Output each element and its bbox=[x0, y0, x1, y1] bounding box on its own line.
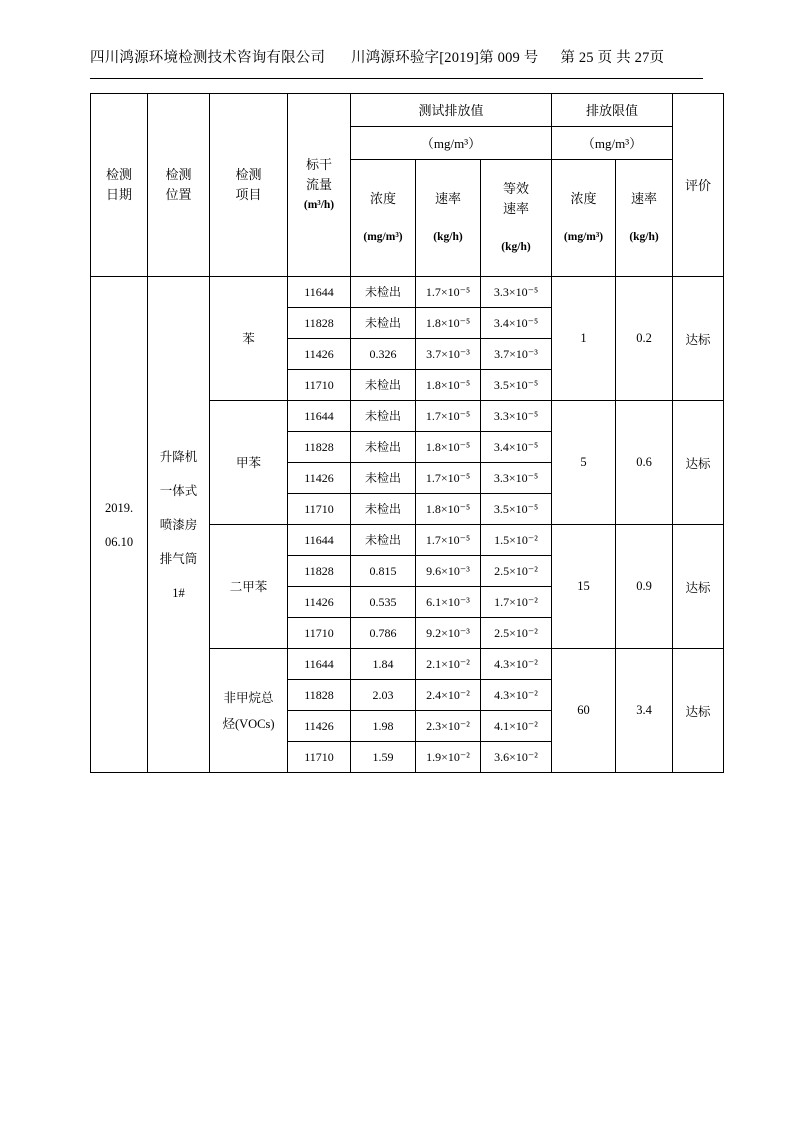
cell-concentration: 1.59 bbox=[351, 742, 416, 773]
cell-flow: 11644 bbox=[288, 649, 351, 680]
cell-concentration: 2.03 bbox=[351, 680, 416, 711]
cell-rate: 9.2×10⁻³ bbox=[416, 618, 481, 649]
header-report-number: 川鸿源环验字[2019]第 009 号 bbox=[351, 50, 539, 66]
cell-flow: 11828 bbox=[288, 556, 351, 587]
th-measured-group: 测试排放值 bbox=[351, 94, 552, 127]
cell-equivalent-rate: 4.3×10⁻² bbox=[481, 649, 552, 680]
cell-rate: 6.1×10⁻³ bbox=[416, 587, 481, 618]
cell-flow: 11710 bbox=[288, 370, 351, 401]
cell-flow: 11644 bbox=[288, 277, 351, 308]
cell-concentration: 1.84 bbox=[351, 649, 416, 680]
cell-rate: 2.1×10⁻² bbox=[416, 649, 481, 680]
th-flow: 标干 流量 (m³/h) bbox=[288, 94, 351, 277]
cell-flow: 11710 bbox=[288, 494, 351, 525]
cell-equivalent-rate: 3.3×10⁻⁵ bbox=[481, 463, 552, 494]
th-item: 检测 项目 bbox=[210, 94, 288, 277]
th-conc: 浓度 (mg/m³) bbox=[351, 160, 416, 277]
cell-concentration: 0.326 bbox=[351, 339, 416, 370]
cell-date: 2019. 06.10 bbox=[91, 277, 148, 773]
cell-concentration: 未检出 bbox=[351, 308, 416, 339]
header-page-info: 第 25 页 共 27页 bbox=[560, 50, 665, 66]
th-limit-rate: 速率 (kg/h) bbox=[616, 160, 673, 277]
th-position: 检测 位置 bbox=[148, 94, 210, 277]
cell-rate: 9.6×10⁻³ bbox=[416, 556, 481, 587]
cell-concentration: 0.815 bbox=[351, 556, 416, 587]
cell-flow: 11426 bbox=[288, 587, 351, 618]
cell-limit-rate: 0.9 bbox=[616, 525, 673, 649]
cell-rate: 1.8×10⁻⁵ bbox=[416, 308, 481, 339]
cell-concentration: 未检出 bbox=[351, 494, 416, 525]
table-row bbox=[91, 277, 724, 308]
cell-limit-concentration: 60 bbox=[552, 649, 616, 773]
cell-limit-concentration: 1 bbox=[552, 277, 616, 401]
cell-rate: 1.9×10⁻² bbox=[416, 742, 481, 773]
cell-equivalent-rate: 2.5×10⁻² bbox=[481, 618, 552, 649]
cell-equivalent-rate: 3.3×10⁻⁵ bbox=[481, 277, 552, 308]
cell-equivalent-rate: 3.4×10⁻⁵ bbox=[481, 432, 552, 463]
cell-limit-rate: 3.4 bbox=[616, 649, 673, 773]
cell-position: 升降机 一体式 喷漆房 排气筒 1# bbox=[148, 277, 210, 773]
cell-concentration: 未检出 bbox=[351, 432, 416, 463]
cell-equivalent-rate: 1.5×10⁻² bbox=[481, 525, 552, 556]
cell-flow: 11426 bbox=[288, 339, 351, 370]
cell-flow: 11828 bbox=[288, 308, 351, 339]
cell-rate: 1.7×10⁻⁵ bbox=[416, 463, 481, 494]
cell-item: 甲苯 bbox=[210, 401, 288, 525]
th-rate-unit: (kg/h) bbox=[433, 231, 463, 243]
cell-concentration: 未检出 bbox=[351, 463, 416, 494]
cell-evaluation: 达标 bbox=[673, 401, 724, 525]
th-evaluation: 评价 bbox=[673, 94, 724, 277]
cell-equivalent-rate: 3.7×10⁻³ bbox=[481, 339, 552, 370]
cell-limit-concentration: 15 bbox=[552, 525, 616, 649]
cell-item: 非甲烷总 烃(VOCs) bbox=[210, 649, 288, 773]
cell-concentration: 未检出 bbox=[351, 370, 416, 401]
cell-flow: 11828 bbox=[288, 432, 351, 463]
cell-equivalent-rate: 1.7×10⁻² bbox=[481, 587, 552, 618]
cell-rate: 1.7×10⁻⁵ bbox=[416, 277, 481, 308]
cell-concentration: 0.535 bbox=[351, 587, 416, 618]
cell-equivalent-rate: 3.6×10⁻² bbox=[481, 742, 552, 773]
cell-flow: 11828 bbox=[288, 680, 351, 711]
cell-evaluation: 达标 bbox=[673, 649, 724, 773]
cell-rate: 1.8×10⁻⁵ bbox=[416, 432, 481, 463]
cell-rate: 1.7×10⁻⁵ bbox=[416, 525, 481, 556]
cell-evaluation: 达标 bbox=[673, 525, 724, 649]
cell-equivalent-rate: 3.5×10⁻⁵ bbox=[481, 494, 552, 525]
th-date: 检测 日期 bbox=[91, 94, 148, 277]
th-flow-unit: (m³/h) bbox=[303, 199, 335, 211]
cell-rate: 2.3×10⁻² bbox=[416, 711, 481, 742]
page-header bbox=[90, 48, 703, 68]
cell-flow: 11644 bbox=[288, 525, 351, 556]
th-conc-unit: (mg/m³) bbox=[363, 231, 403, 243]
cell-rate: 3.7×10⁻³ bbox=[416, 339, 481, 370]
cell-item: 苯 bbox=[210, 277, 288, 401]
cell-flow: 11426 bbox=[288, 463, 351, 494]
th-rate: 速率 (kg/h) bbox=[416, 160, 481, 277]
cell-flow: 11710 bbox=[288, 618, 351, 649]
th-limit-conc-unit: (mg/m³) bbox=[563, 231, 604, 243]
cell-flow: 11644 bbox=[288, 401, 351, 432]
cell-rate: 1.7×10⁻⁵ bbox=[416, 401, 481, 432]
cell-equivalent-rate: 3.5×10⁻⁵ bbox=[481, 370, 552, 401]
cell-rate: 1.8×10⁻⁵ bbox=[416, 494, 481, 525]
cell-equivalent-rate: 3.4×10⁻⁵ bbox=[481, 308, 552, 339]
cell-equivalent-rate: 3.3×10⁻⁵ bbox=[481, 401, 552, 432]
cell-evaluation: 达标 bbox=[673, 277, 724, 401]
cell-limit-rate: 0.6 bbox=[616, 401, 673, 525]
cell-rate: 2.4×10⁻² bbox=[416, 680, 481, 711]
cell-limit-concentration: 5 bbox=[552, 401, 616, 525]
cell-concentration: 0.786 bbox=[351, 618, 416, 649]
th-equivalent-rate: 等效 速率 (kg/h) bbox=[481, 160, 552, 277]
cell-flow: 11426 bbox=[288, 711, 351, 742]
cell-flow: 11710 bbox=[288, 742, 351, 773]
table-header-row-1 bbox=[91, 94, 724, 127]
th-equivalent-rate-unit: (kg/h) bbox=[501, 241, 531, 253]
cell-equivalent-rate: 2.5×10⁻² bbox=[481, 556, 552, 587]
cell-concentration: 未检出 bbox=[351, 525, 416, 556]
header-divider bbox=[90, 78, 703, 79]
emission-data-table bbox=[90, 93, 724, 773]
th-measured-unit: （mg/m³） bbox=[351, 127, 552, 160]
cell-limit-rate: 0.2 bbox=[616, 277, 673, 401]
th-limit-rate-unit: (kg/h) bbox=[629, 231, 659, 243]
cell-concentration: 1.98 bbox=[351, 711, 416, 742]
th-limit-unit: （mg/m³） bbox=[552, 127, 673, 160]
cell-concentration: 未检出 bbox=[351, 277, 416, 308]
th-limit-conc: 浓度 (mg/m³) bbox=[552, 160, 616, 277]
th-limit-group: 排放限值 bbox=[552, 94, 673, 127]
cell-item: 二甲苯 bbox=[210, 525, 288, 649]
header-company: 四川鸿源环境检测技术咨询有限公司 bbox=[90, 50, 326, 66]
cell-rate: 1.8×10⁻⁵ bbox=[416, 370, 481, 401]
cell-equivalent-rate: 4.3×10⁻² bbox=[481, 680, 552, 711]
cell-concentration: 未检出 bbox=[351, 401, 416, 432]
cell-equivalent-rate: 4.1×10⁻² bbox=[481, 711, 552, 742]
